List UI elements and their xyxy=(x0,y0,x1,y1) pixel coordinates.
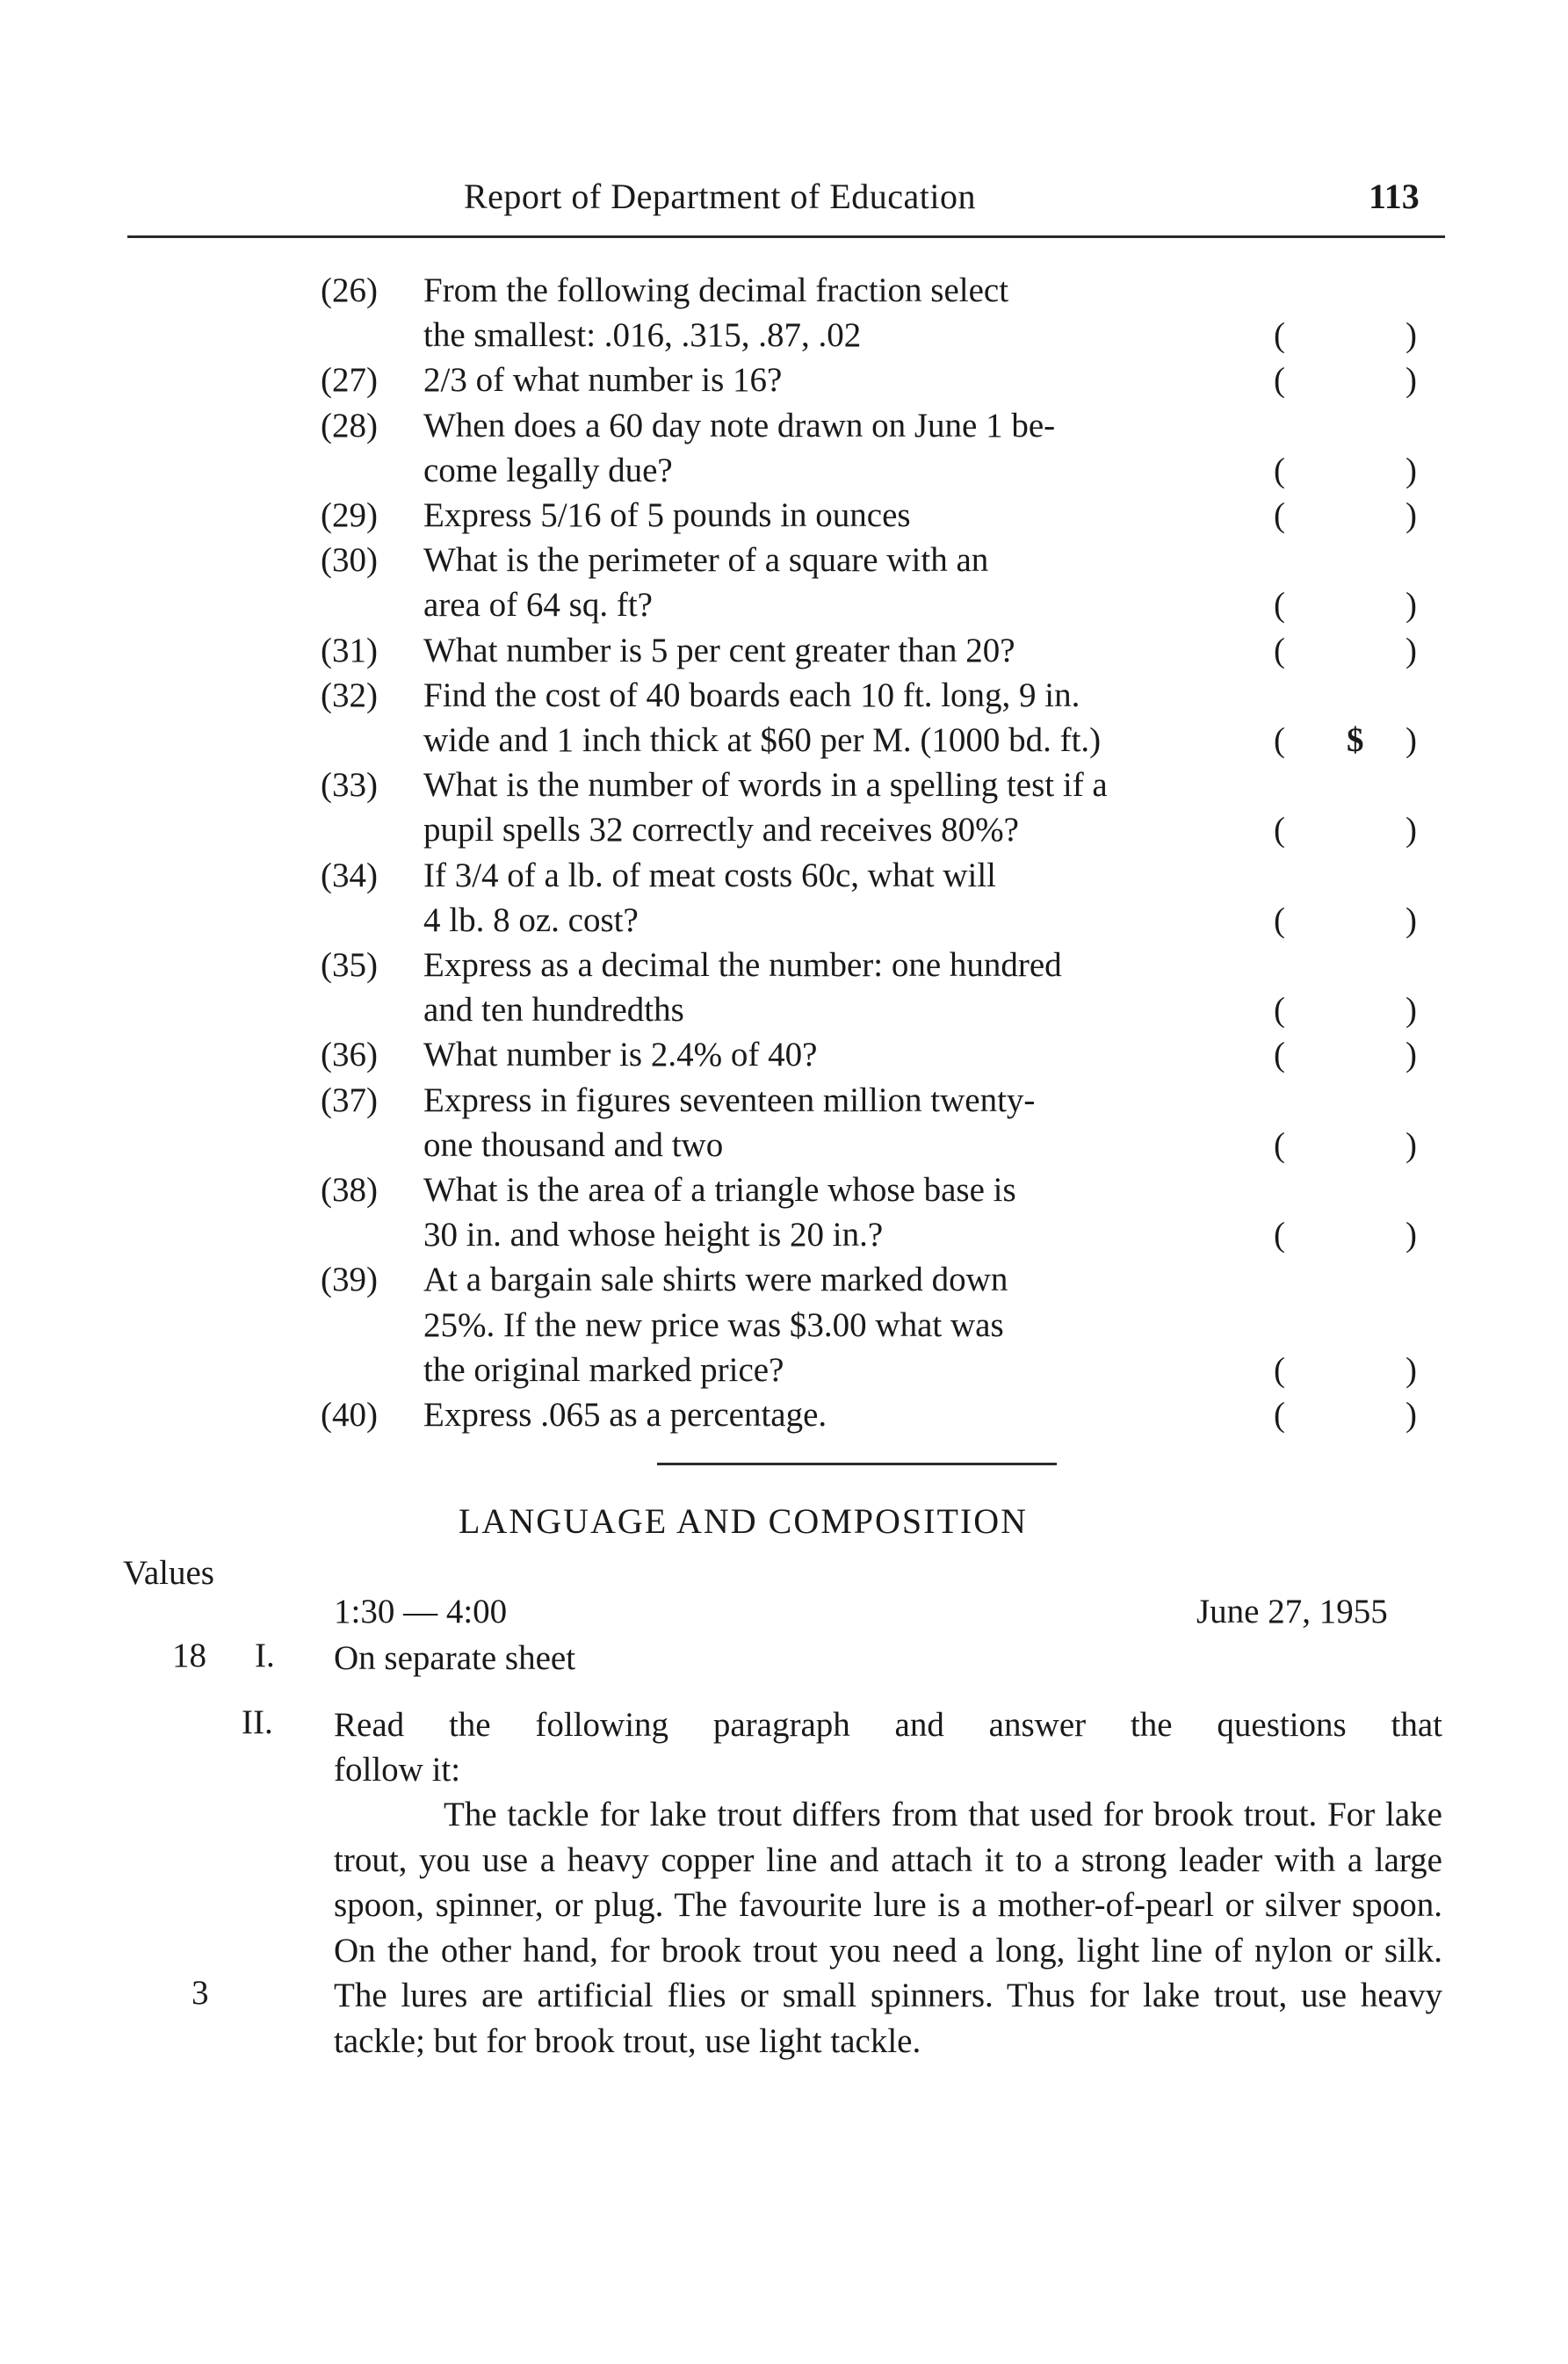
section-divider xyxy=(657,1463,1057,1465)
question-text-line: What is the area of a triangle whose base is xyxy=(423,1171,1016,1209)
answer-blank-close: ) xyxy=(1405,1350,1417,1389)
question-number: (30) xyxy=(321,541,378,580)
question-text-line: area of 64 sq. ft? xyxy=(423,586,653,625)
answer-blank-open: ( xyxy=(1274,451,1285,489)
running-head: Report of Department of Education xyxy=(464,177,976,216)
trout-paragraph: The tackle for lake trout differs from that used for brook trout. For lake trout, you use a heavy copper line and attach it to a strong leader with a large spoon, spinner, or plug. The favourite lure is a mother-of-pearl or silver spoon. On the other hand, for brook trout you need a long, light line of nylon or silk. The lures are artificial flies or small spinners. Thus for lake trout, use heavy tackle; but for brook trout, use light tackle. xyxy=(334,1796,1442,2060)
answer-blank-open: ( xyxy=(1274,1350,1285,1389)
answer-blank-close: ) xyxy=(1405,316,1417,355)
question-text-line: pupil spells 32 correctly and receives 80%? xyxy=(423,811,1019,849)
answer-blank-close: ) xyxy=(1405,631,1417,669)
question-number: (28) xyxy=(321,406,378,445)
values-label: Values xyxy=(123,1554,214,1592)
question-number: (34) xyxy=(321,856,378,894)
question-text-line: and ten hundredths xyxy=(423,991,684,1030)
question-number: (38) xyxy=(321,1171,378,1209)
question-number: (32) xyxy=(321,676,378,714)
part-1-text: On separate sheet xyxy=(334,1639,576,1677)
answer-blank-close: ) xyxy=(1405,1216,1417,1254)
question-text-line: From the following decimal fraction select xyxy=(423,271,1009,309)
answer-blank-close: ) xyxy=(1405,721,1417,759)
question-number: (37) xyxy=(321,1081,378,1119)
part-2-instruction-line-1: Read the following paragraph and answer the questions that xyxy=(334,1706,1442,1744)
question-number: (39) xyxy=(321,1261,378,1299)
answer-blank-open: ( xyxy=(1274,1036,1285,1074)
answer-blank-open: ( xyxy=(1274,721,1285,759)
question-text-line: Express .065 as a percentage. xyxy=(423,1396,827,1434)
answer-blank-close: ) xyxy=(1405,496,1417,534)
question-text-line: Find the cost of 40 boards each 10 ft. long, 9 in. xyxy=(423,676,1080,714)
question-text-line: Express in figures seventeen million twenty- xyxy=(423,1081,1036,1119)
question-number: (27) xyxy=(321,361,378,400)
question-number: (29) xyxy=(321,496,378,534)
answer-blank-open: ( xyxy=(1274,361,1285,400)
page-number: 113 xyxy=(1369,177,1420,216)
answer-blank-open: ( xyxy=(1274,496,1285,534)
question-text-line: When does a 60 day note drawn on June 1 be- xyxy=(423,406,1056,445)
answer-blank-open: ( xyxy=(1274,811,1285,849)
answer-blank-close: ) xyxy=(1405,1036,1417,1074)
question-text-line: wide and 1 inch thick at $60 per M. (1000 bd. ft.) xyxy=(423,721,1102,759)
part-1-numeral: I. xyxy=(255,1637,275,1674)
header-rule xyxy=(127,235,1445,238)
question-text-line: What number is 2.4% of 40? xyxy=(423,1036,818,1074)
question-text-line: If 3/4 of a lb. of meat costs 60c, what will xyxy=(423,856,997,894)
answer-blank-open: ( xyxy=(1274,586,1285,625)
question-number: (26) xyxy=(321,271,378,309)
question-text-line: What is the perimeter of a square with an xyxy=(423,541,989,580)
answer-blank-open: ( xyxy=(1274,991,1285,1030)
question-text-line: 4 lb. 8 oz. cost? xyxy=(423,900,639,939)
question-text-line: the original marked price? xyxy=(423,1350,784,1389)
question-text-line: What is the number of words in a spelling test if a xyxy=(423,766,1108,805)
question-number: (35) xyxy=(321,946,378,984)
question-text-line: come legally due? xyxy=(423,451,673,489)
question-text-line: What number is 5 per cent greater than 20? xyxy=(423,631,1015,669)
answer-dollar-sign: $ xyxy=(1347,721,1364,759)
answer-blank-open: ( xyxy=(1274,900,1285,939)
part-2-value: 3 xyxy=(191,1974,209,2012)
answer-blank-close: ) xyxy=(1405,900,1417,939)
part-1-value: 18 xyxy=(172,1637,206,1674)
answer-blank-close: ) xyxy=(1405,1396,1417,1434)
exam-date: June 27, 1955 xyxy=(1196,1593,1388,1630)
answer-blank-open: ( xyxy=(1274,1216,1285,1254)
question-number: (33) xyxy=(321,766,378,805)
answer-blank-open: ( xyxy=(1274,316,1285,355)
answer-blank-open: ( xyxy=(1274,1125,1285,1164)
question-text-line: one thousand and two xyxy=(423,1125,724,1164)
part-2-numeral: II. xyxy=(242,1703,273,1741)
answer-blank-close: ) xyxy=(1405,991,1417,1030)
question-text-line: 30 in. and whose height is 20 in.? xyxy=(423,1216,884,1254)
answer-blank-close: ) xyxy=(1405,1125,1417,1164)
answer-blank-close: ) xyxy=(1405,361,1417,400)
answer-blank-open: ( xyxy=(1274,1396,1285,1434)
answer-blank-close: ) xyxy=(1405,811,1417,849)
question-text-line: the smallest: .016, .315, .87, .02 xyxy=(423,316,862,355)
answer-blank-open: ( xyxy=(1274,631,1285,669)
question-number: (36) xyxy=(321,1036,378,1074)
answer-blank-close: ) xyxy=(1405,451,1417,489)
question-text-line: Express as a decimal the number: one hundred xyxy=(423,946,1062,984)
question-number: (40) xyxy=(321,1396,378,1434)
question-text-line: At a bargain sale shirts were marked down xyxy=(423,1261,1008,1299)
answer-blank-close: ) xyxy=(1405,586,1417,625)
section-title: LANGUAGE AND COMPOSITION xyxy=(459,1501,1028,1541)
question-text-line: Express 5/16 of 5 pounds in ounces xyxy=(423,496,911,534)
question-number: (31) xyxy=(321,631,378,669)
part-2-instruction-line-2: follow it: xyxy=(334,1751,461,1789)
question-text-line: 25%. If the new price was $3.00 what was xyxy=(423,1305,1004,1344)
exam-time: 1:30 — 4:00 xyxy=(334,1593,508,1630)
question-text-line: 2/3 of what number is 16? xyxy=(423,361,783,400)
